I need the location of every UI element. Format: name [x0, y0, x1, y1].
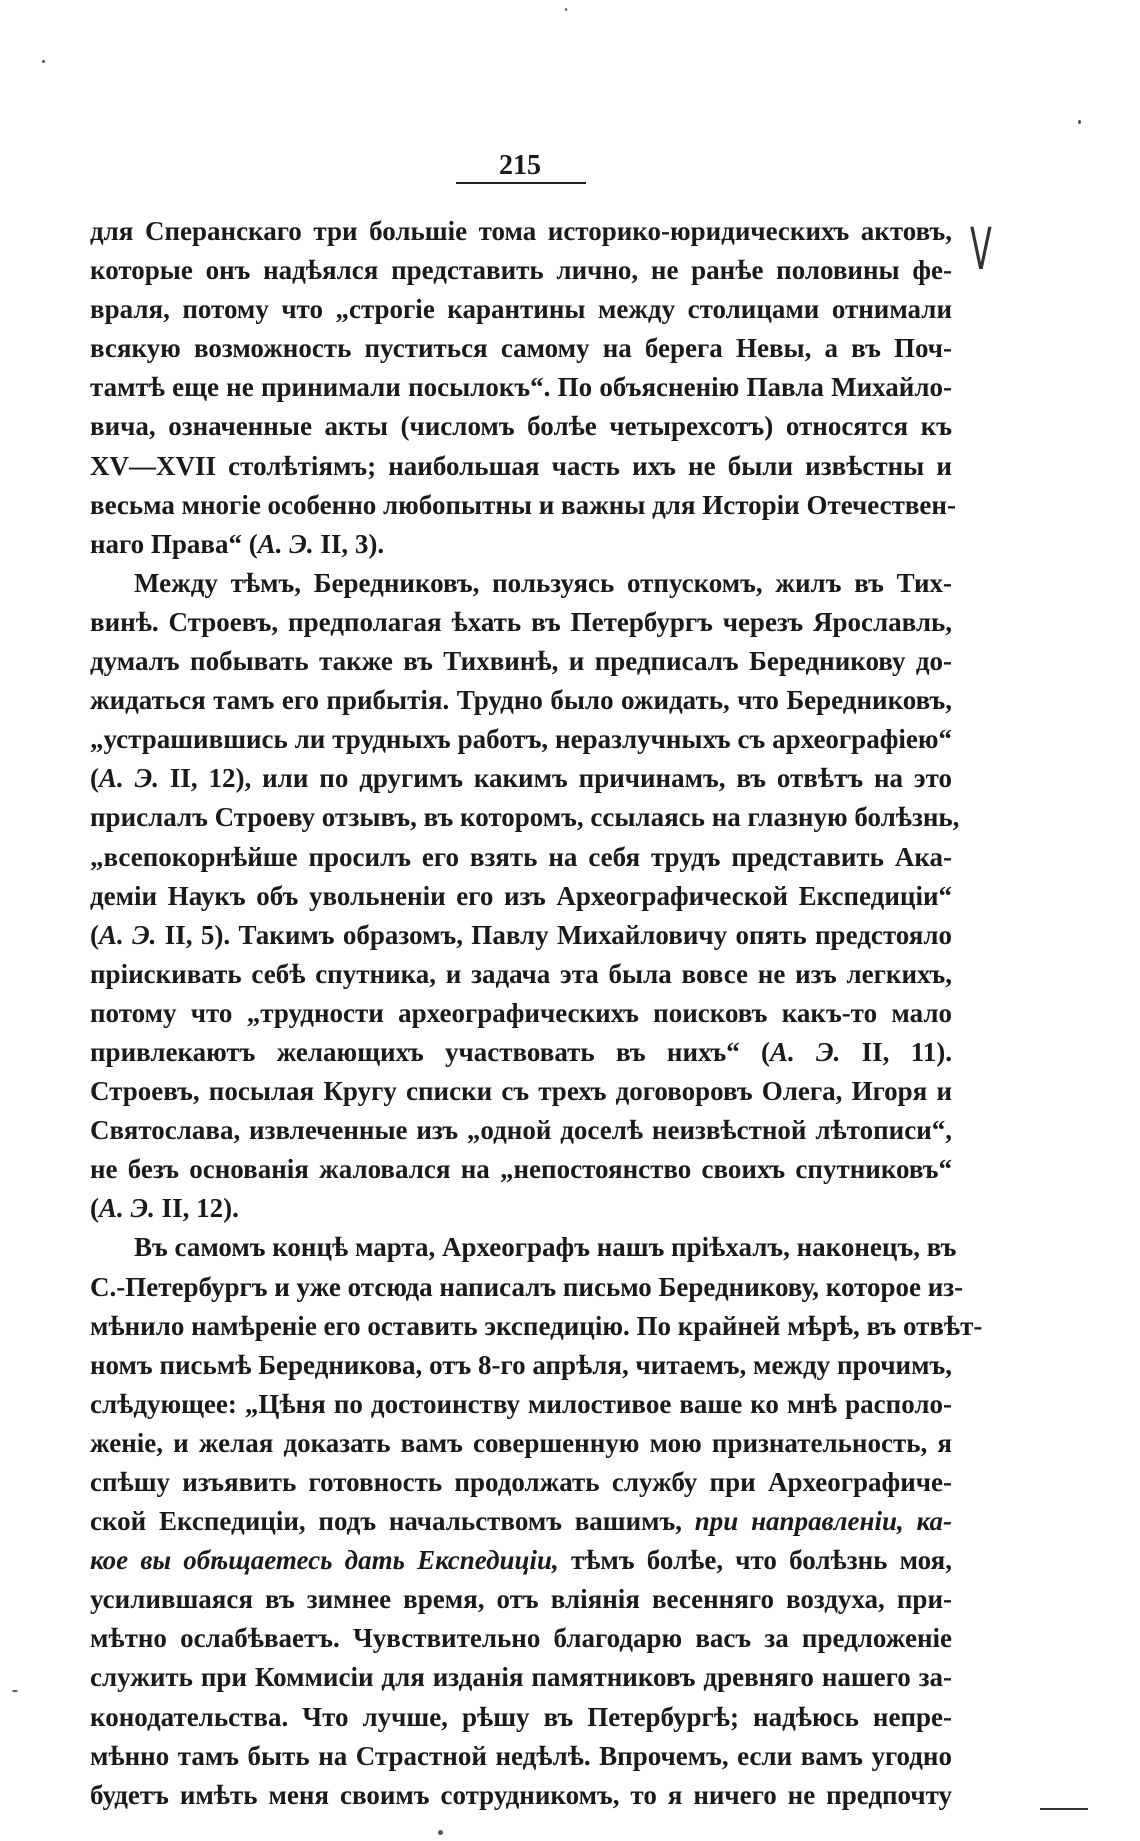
text-line: Между тѣмъ, Бередниковъ, пользуясь отпускомъ, жилъ въ Тих- — [134, 567, 952, 598]
text-line: служить при Коммисіи для изданія памятниковъ древняго нашего за- — [90, 1662, 952, 1693]
text-line: враля, потому что „строгіе карантины между столицами отнимали — [90, 294, 952, 325]
text-line: конодательства. Что лучше, рѣшу въ Петербургѣ; надѣюсь непре- — [90, 1701, 952, 1732]
page-number: 215 — [499, 150, 541, 181]
text-line: тамтѣ еще не принимали посылокъ“. По объясненію Павла Михайло- — [90, 372, 952, 403]
text-line: жидаться тамъ его прибытія. Трудно было ожидать, что Бередниковъ, — [90, 685, 952, 716]
scan-speck — [42, 60, 45, 63]
page-number-rule — [456, 182, 586, 184]
text-line: „устрашившись ли трудныхъ работъ, неразлучныхъ съ археографіею“ — [90, 724, 952, 755]
text-line: XV—XVII столѣтіямъ; наибольшая часть ихъ не были извѣстны и — [90, 450, 952, 481]
text-line: для Сперанскаго три большіе тома историко-юридическихъ актовъ, — [90, 216, 952, 246]
text-line: деміи Наукъ объ увольненіи его изъ Археографической Експедиціи“ — [90, 880, 952, 911]
text-line: кое вы обѣщаетесь дать Експедиціи, тѣмъ болѣе, что болѣзнь моя, — [90, 1545, 952, 1576]
margin-check-mark: V — [970, 215, 992, 283]
text-line: спѣшу изъявить готовность продолжать службу при Археографиче- — [90, 1467, 952, 1497]
text-line: которые онъ надѣялся представить лично, не ранѣе половины фе- — [90, 255, 952, 286]
text-line: С.-Петербургъ и уже отсюда написалъ письмо Бередникову, которое из- — [90, 1271, 964, 1302]
text-line: не безъ основанія жаловался на „непостоянство своихъ спутниковъ“ — [90, 1154, 952, 1185]
text-line: мѣнило намѣреніе его оставить экспедицію. По крайней мѣрѣ, въ отвѣт- — [90, 1310, 983, 1341]
text-line: прислалъ Строеву отзывъ, въ которомъ, ссылаясь на глазную болѣзнь, — [90, 802, 960, 833]
text-line: Строевъ, посылая Кругу списки съ трехъ договоровъ Олега, Игоря и — [90, 1076, 952, 1107]
text-line: винѣ. Строевъ, предполагая ѣхать въ Петербургъ черезъ Ярославль, — [90, 606, 952, 637]
text-line: Святослава, извлеченные изъ „одной доселѣ неизвѣстной лѣтописи“, — [90, 1115, 952, 1146]
text-line: мѣнно тамъ быть на Страстной недѣлѣ. Впрочемъ, если вамъ угодно — [90, 1740, 952, 1771]
text-line: будетъ имѣть меня своимъ сотрудникомъ, то я ничего не предпочту — [90, 1779, 952, 1810]
text-line: женіе, и желая доказать вамъ совершенную мою признательность, я — [90, 1427, 952, 1458]
text-line: (А. Э. II, 12). — [90, 1193, 239, 1224]
text-line: (А. Э. II, 5). Такимъ образомъ, Павлу Михайловичу опять предстояло — [90, 919, 952, 950]
text-line: пріискивать себѣ спутника, и задача эта была вовсе не изъ легкихъ, — [90, 958, 952, 989]
scan-speck — [1078, 120, 1081, 124]
text-line: (А. Э. II, 12), или по другимъ какимъ причинамъ, въ отвѣтъ на это — [90, 763, 952, 794]
scan-speck — [565, 8, 567, 11]
text-line: потому что „трудности археографическихъ поисковъ какъ-то мало — [90, 997, 952, 1028]
text-line: наго Права“ (А. Э. II, 3). — [90, 528, 385, 559]
text-line: привлекаютъ желающихъ участвовать въ нихъ“ (А. Э. II, 11). — [90, 1036, 952, 1067]
body-text — [90, 212, 983, 1815]
scan-speck — [438, 1830, 443, 1835]
text-line: всякую возможность пуститься самому на берега Невы, а въ Поч- — [90, 333, 952, 364]
text-line: весьма многіе особенно любопытны и важны для Исторіи Отечествен- — [90, 489, 956, 520]
text-line: ской Експедиціи, подъ начальствомъ вашимъ, при направленіи, ка- — [90, 1506, 952, 1537]
text-line: усилившаяся въ зимнее время, отъ вліянія весенняго воздуха, при- — [90, 1584, 952, 1615]
text-line: Въ самомъ концѣ марта, Археографъ нашъ пріѣхалъ, наконецъ, въ — [134, 1232, 957, 1263]
text-line: вича, означенные акты (числомъ болѣе четырехсотъ) относятся къ — [90, 411, 952, 442]
text-line: слѣдующее: „Цѣня по достоинству милостивое ваше ко мнѣ располо- — [90, 1388, 952, 1419]
scan-corner-mark — [1040, 1808, 1088, 1810]
scan-speck — [12, 1690, 18, 1692]
text-line: номъ письмѣ Бередникова, отъ 8-го апрѣля, читаемъ, между прочимъ, — [90, 1349, 952, 1380]
text-line: думалъ побывать также въ Тихвинѣ, и предписалъ Бередникову до- — [90, 646, 952, 677]
text-line: мѣтно ослабѣваетъ. Чувствительно благодарю васъ за предложеніе — [90, 1623, 952, 1654]
text-line: „всепокорнѣйше просилъ его взять на себя трудъ представить Ака- — [90, 841, 952, 872]
